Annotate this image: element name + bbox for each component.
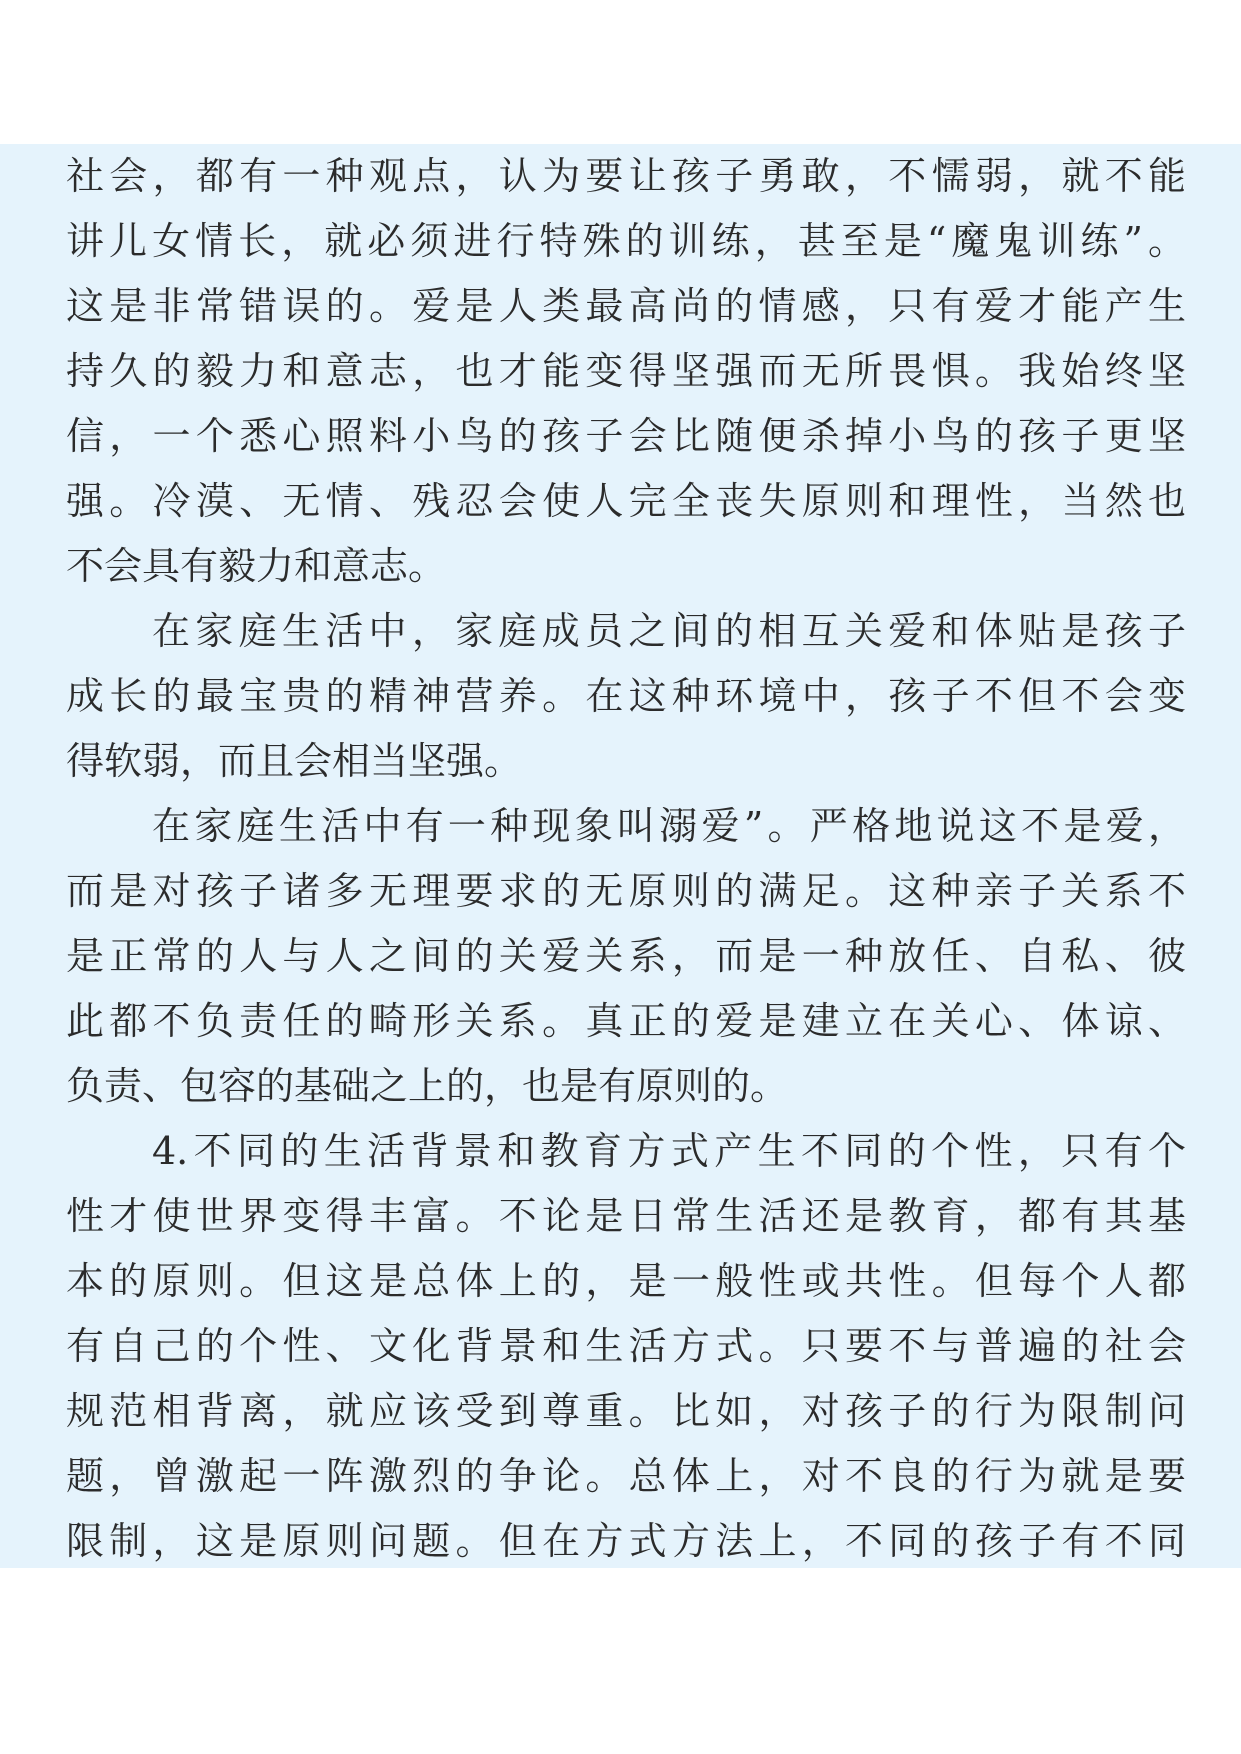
text-line: 性才使世界变得丰富。不论是日常生活还是教育，都有其基: [66, 1194, 1186, 1238]
text-line: 本的原则。但这是总体上的，是一般性或共性。但每个人都: [66, 1259, 1186, 1303]
text-line: 此都不负责任的畸形关系。真正的爱是建立在关心、体谅、: [66, 999, 1186, 1043]
text-line: 而是对孩子诸多无理要求的无原则的满足。这种亲子关系不: [66, 869, 1186, 913]
text-line: 得软弱，而且会相当坚强。: [66, 739, 523, 783]
text-line: 讲儿女情长，就必须进行特殊的训练，甚至是“魔鬼训练”。: [66, 219, 1186, 263]
text-line: 负责、包容的基础之上的，也是有原则的。: [66, 1064, 789, 1108]
text-line: 持久的毅力和意志，也才能变得坚强而无所畏惧。我始终坚: [66, 349, 1186, 393]
text-line: 有自己的个性、文化背景和生活方式。只要不与普遍的社会: [66, 1324, 1186, 1368]
paragraph-first-line: 在家庭生活中有一种现象叫溺爱”。严格地说这不是爱，: [152, 804, 1186, 848]
text-line: 不会具有毅力和意志。: [66, 544, 447, 588]
text-line: 这是非常错误的。爱是人类最高尚的情感，只有爱才能产生: [66, 284, 1186, 328]
text-line: 强。冷漠、无情、残忍会使人完全丧失原则和理性，当然也: [66, 479, 1186, 523]
text-line: 信，一个悉心照料小鸟的孩子会比随便杀掉小鸟的孩子更坚: [66, 414, 1186, 458]
body-text: [66, 144, 1186, 1574]
paragraph-first-line: 在家庭生活中，家庭成员之间的相互关爱和体贴是孩子: [152, 609, 1186, 653]
text-line: 题，曾激起一阵激烈的争论。总体上，对不良的行为就是要: [66, 1454, 1186, 1498]
text-line: 成长的最宝贵的精神营养。在这种环境中，孩子不但不会变: [66, 674, 1186, 718]
text-line: 规范相背离，就应该受到尊重。比如，对孩子的行为限制问: [66, 1389, 1186, 1433]
text-line: 社会，都有一种观点，认为要让孩子勇敢，不懦弱，就不能: [66, 154, 1186, 198]
text-line: 限制，这是原则问题。但在方式方法上，不同的孩子有不同: [66, 1519, 1186, 1563]
text-line: 是正常的人与人之间的关爱关系，而是一种放任、自私、彼: [66, 934, 1186, 978]
paragraph-first-line: 4.不同的生活背景和教育方式产生不同的个性，只有个: [152, 1129, 1186, 1173]
